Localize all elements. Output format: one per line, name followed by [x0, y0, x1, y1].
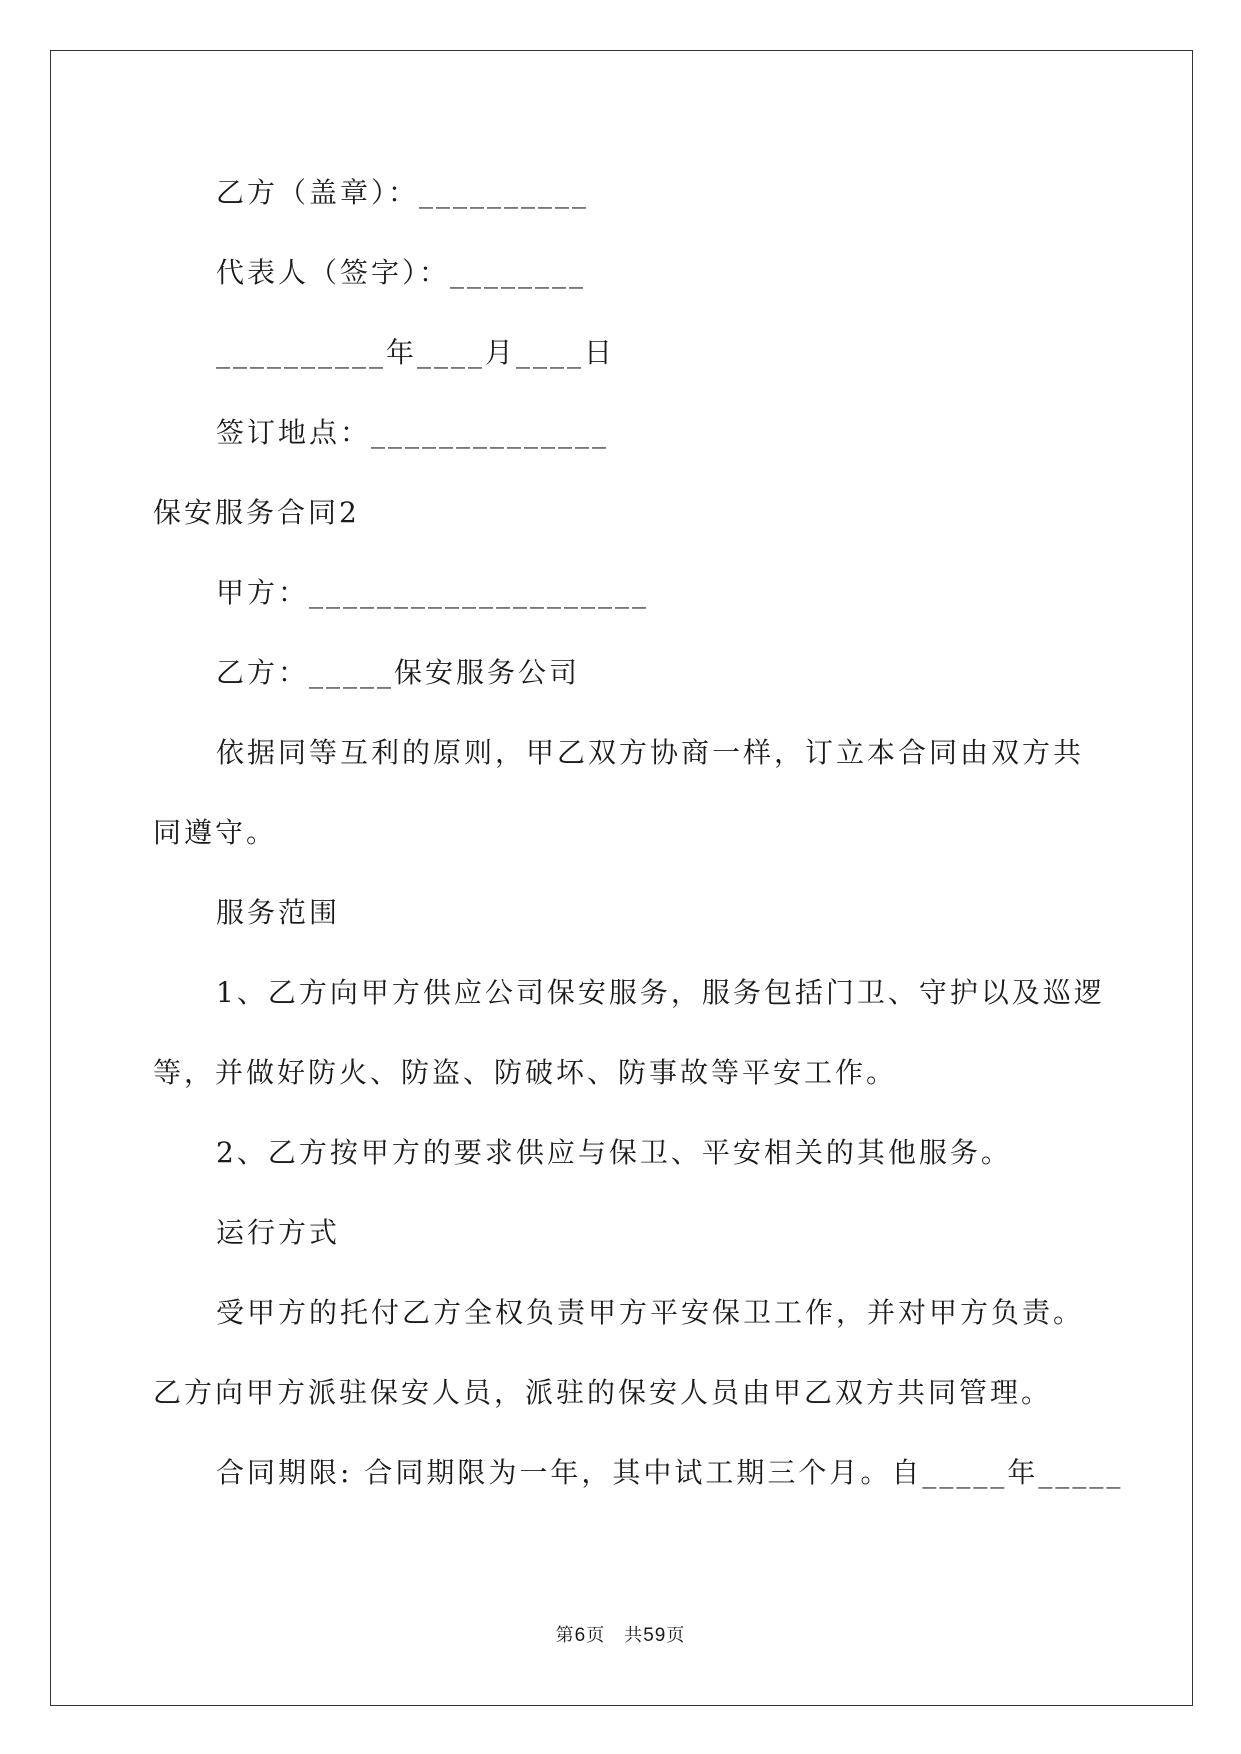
footer-middle: 页 共 [586, 1625, 644, 1646]
party-b-line: 乙方：_____保安服务公司 [216, 656, 581, 689]
paragraph-line: 乙方向甲方派驻保安人员，派驻的保安人员由甲乙双方共同管理。 [153, 1376, 1053, 1409]
paragraph-line: 1、乙方向甲方供应公司保安服务，服务包括门卫、守护以及巡逻 [216, 976, 1105, 1009]
party-b-seal-line: 乙方（盖章）：__________ [216, 176, 590, 209]
paragraph-line: 2、乙方按甲方的要求供应与保卫、平安相关的其他服务。 [216, 1136, 1012, 1169]
paragraph-line: 同遵守。 [153, 816, 278, 849]
date-line: __________年____月____日 [216, 336, 616, 369]
paragraph-line: 合同期限: 合同期限为一年，其中试工期三个月。自_____年_____ [216, 1456, 1124, 1489]
heading-operation-mode: 运行方式 [216, 1216, 341, 1249]
section-title: 保安服务合同2 [153, 496, 360, 529]
footer-total-pages: 59 [643, 1625, 667, 1646]
footer-page-number: 6 [574, 1625, 587, 1646]
footer-prefix: 第 [555, 1625, 575, 1646]
signing-location-line: 签订地点：______________ [216, 416, 610, 449]
heading-service-scope: 服务范围 [216, 896, 341, 929]
party-a-line: 甲方：____________________ [216, 576, 650, 609]
paragraph-line: 受甲方的托付乙方全权负责甲方平安保卫工作，并对甲方负责。 [216, 1296, 1085, 1329]
representative-signature-line: 代表人（签字）：________ [216, 256, 587, 289]
paragraph-line: 依据同等互利的原则，甲乙双方协商一样，订立本合同由双方共 [216, 736, 1085, 769]
paragraph-line: 等，并做好防火、防盗、防破坏、防事故等平安工作。 [153, 1056, 898, 1089]
footer-suffix: 页 [666, 1625, 686, 1646]
page-footer [0, 1624, 1241, 1648]
